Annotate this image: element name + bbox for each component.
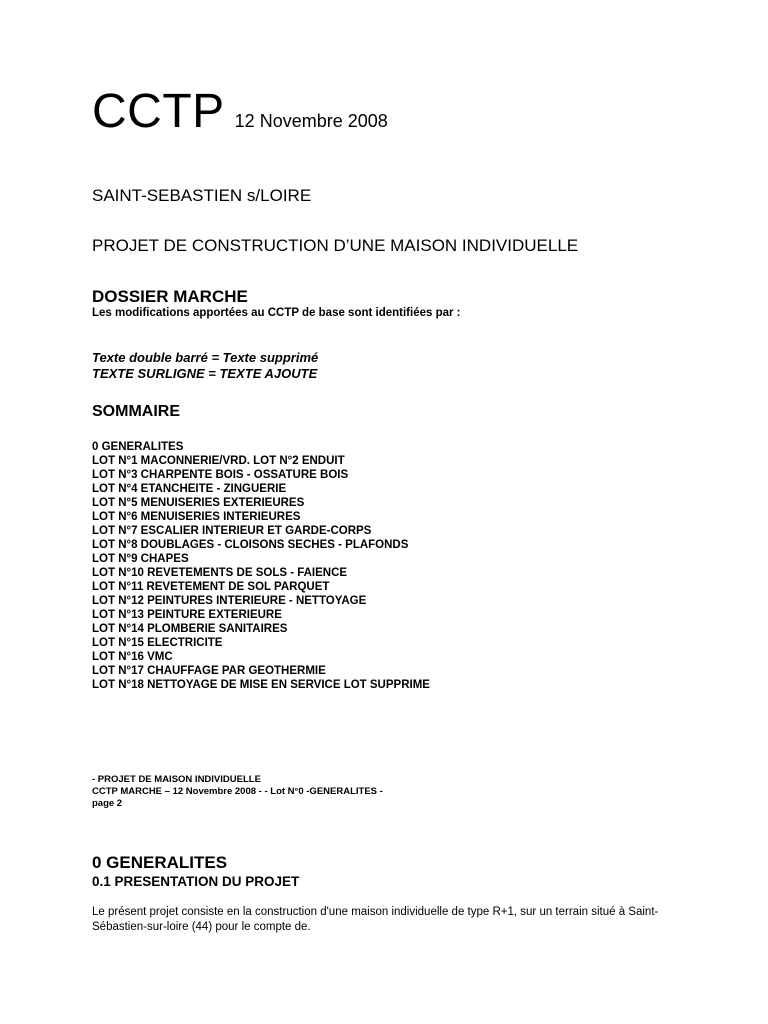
toc-item[interactable]: LOT N°6 MENUISERIES INTERIEURES (92, 511, 301, 523)
section-paragraph: Le présent projet consiste en la construction d'une maison individuelle de type R+1, sur un terrain situé à Saint-Sébastien-sur-loire (44) pour le compte de. (92, 906, 659, 933)
toc-item[interactable]: LOT N°16 VMC (92, 651, 173, 663)
toc-item[interactable]: LOT N°12 PEINTURES INTERIEURE - NETTOYAGE (92, 595, 367, 607)
section-heading: 0 GENERALITES (92, 853, 228, 872)
document-title: CCTP (92, 85, 225, 138)
subsection-heading: 0.1 PRESENTATION DU PROJET (92, 874, 300, 889)
location-line: SAINT-SEBASTIEN s/LOIRE (92, 186, 312, 205)
modifications-note: Les modifications apportées au CCTP de base sont identifiées par : (92, 307, 461, 319)
toc-item[interactable]: LOT N°9 CHAPES (92, 553, 189, 565)
legend-added-text: TEXTE SURLIGNE = TEXTE AJOUTE (92, 366, 318, 381)
toc-item[interactable]: LOT N°8 DOUBLAGES - CLOISONS SECHES - PLAFONDS (92, 539, 409, 551)
toc-item[interactable]: LOT N°3 CHARPENTE BOIS - OSSATURE BOIS (92, 469, 349, 481)
toc-item[interactable]: 0 GENERALITES (92, 441, 184, 453)
project-title: PROJET DE CONSTRUCTION D’UNE MAISON INDIVIDUELLE (92, 236, 579, 255)
document-title-line (92, 84, 388, 140)
toc-item[interactable]: LOT N°11 REVETEMENT DE SOL PARQUET (92, 581, 330, 593)
toc-item[interactable]: LOT N°5 MENUISERIES EXTERIEURES (92, 497, 305, 509)
table-of-contents (92, 440, 430, 692)
footer-page-number: page 2 (92, 798, 123, 809)
document-date: 12 Novembre 2008 (234, 111, 388, 131)
toc-item[interactable]: LOT N°1 MACONNERIE/VRD. LOT N°2 ENDUIT (92, 455, 345, 467)
toc-item[interactable]: LOT N°17 CHAUFFAGE PAR GEOTHERMIE (92, 665, 326, 677)
toc-item[interactable]: LOT N°15 ELECTRICITE (92, 637, 223, 649)
footer-cctp-line: CCTP MARCHE – 12 Novembre 2008 - - Lot N°0 -GENERALITES - (92, 786, 383, 797)
toc-item[interactable]: LOT N°10 REVETEMENTS DE SOLS - FAIENCE (92, 567, 348, 579)
legend-deleted-text: Texte double barré = Texte supprimé (92, 350, 319, 365)
page-footer (92, 774, 383, 810)
toc-item[interactable]: LOT N°14 PLOMBERIE SANITAIRES (92, 623, 288, 635)
toc-item[interactable]: LOT N°7 ESCALIER INTERIEUR ET GARDE-CORPS (92, 525, 372, 537)
sommaire-heading: SOMMAIRE (92, 403, 180, 420)
footer-project-line: - PROJET DE MAISON INDIVIDUELLE (92, 774, 261, 785)
toc-item[interactable]: LOT N°13 PEINTURE EXTERIEURE (92, 609, 282, 621)
toc-item[interactable]: LOT N°4 ETANCHEITE - ZINGUERIE (92, 483, 287, 495)
dossier-heading: DOSSIER MARCHE (92, 287, 248, 306)
toc-item[interactable]: LOT N°18 NETTOYAGE DE MISE EN SERVICE LOT SUPPRIME (92, 679, 430, 691)
